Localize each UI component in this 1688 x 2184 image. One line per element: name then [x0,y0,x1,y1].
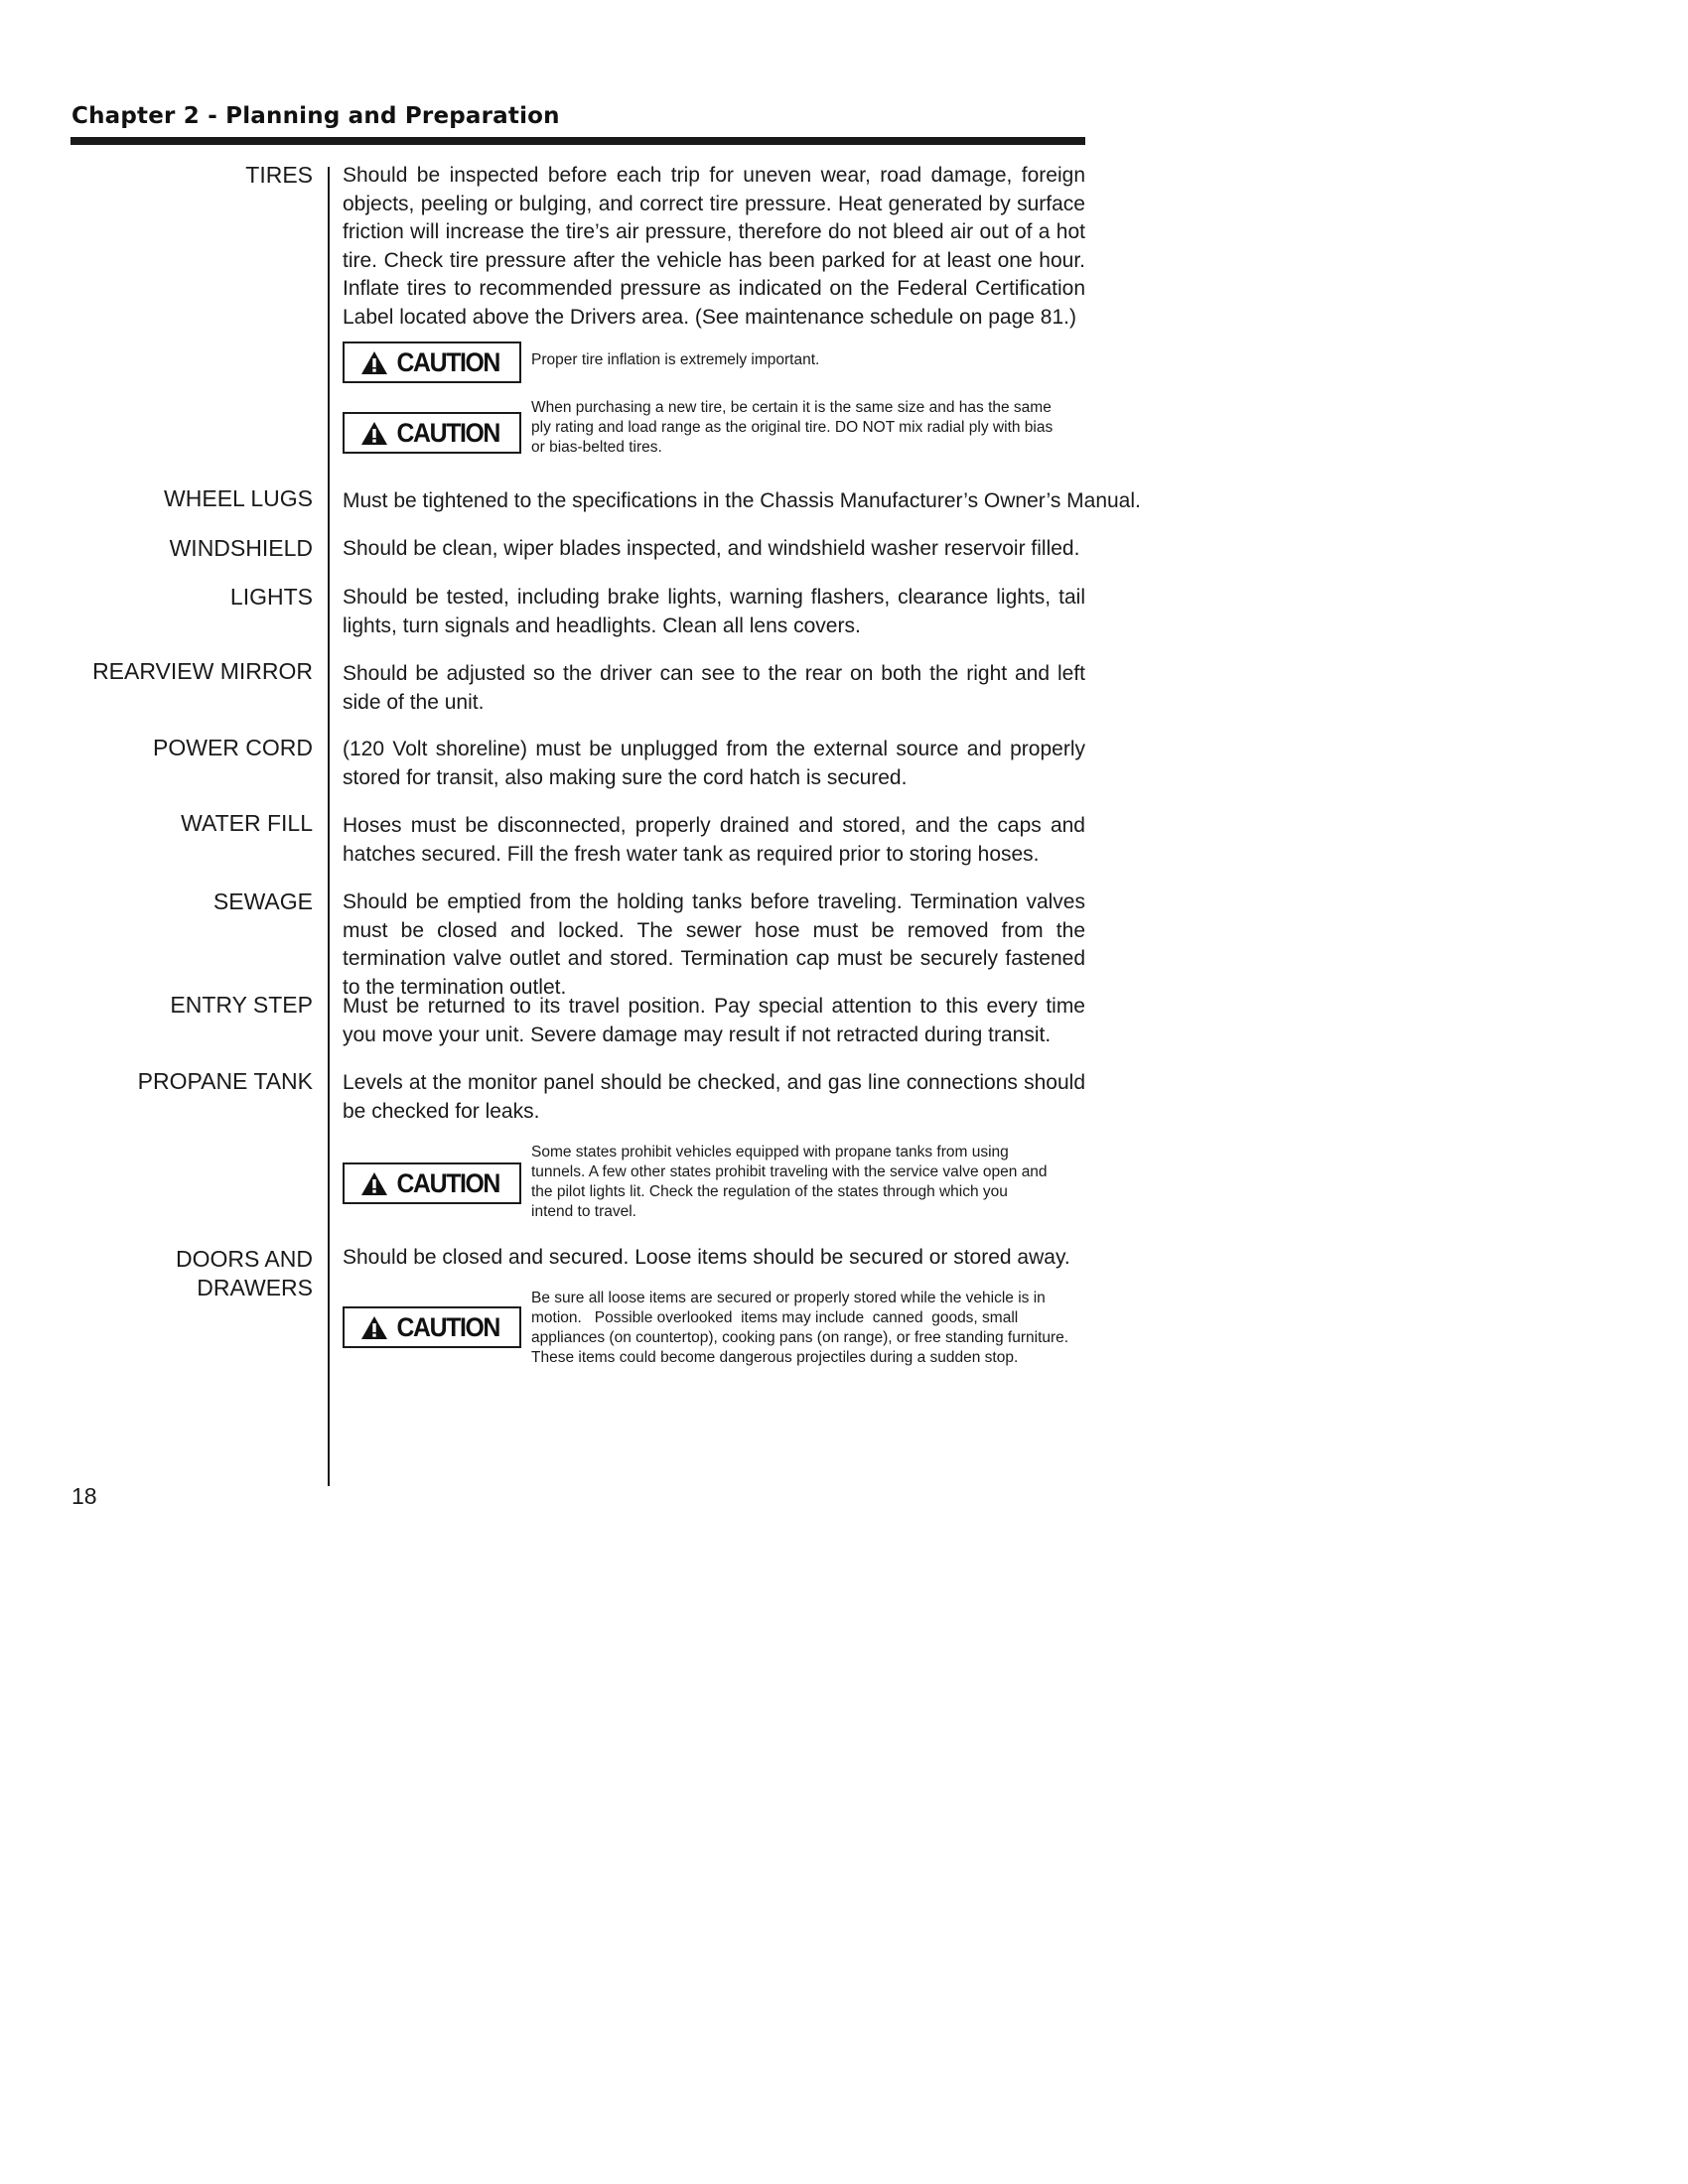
caution-badge [343,412,521,454]
text-wheel-lugs: Must be tightened to the specifications in the Chassis Manufacturer’s Owner’s Manual. [343,489,1141,512]
warning-triangle-icon [360,1171,388,1196]
title-rule [70,137,1085,145]
warning-triangle-icon [360,350,388,375]
text-power-cord: (120 Volt shoreline) must be unplugged from the external source and properly stored for transit, also making sure the cord hatch is secured. [343,738,1085,789]
page-number: 18 [71,1483,97,1509]
label-rearview-mirror: REARVIEW MIRROR [92,658,313,684]
text-rearview-mirror: Should be adjusted so the driver can see to the rear on both the right and left side of the unit. [343,662,1085,714]
chapter-title: Chapter 2 - Planning and Preparation [71,103,560,129]
label-lights: LIGHTS [229,584,313,610]
warning-triangle-icon [360,1315,388,1340]
label-power-cord: POWER CORD [153,735,313,760]
label-windshield: WINDSHIELD [169,535,313,561]
text-entry-step: Must be returned to its travel position. Pay special attention to this every time you move your unit. Severe damage may result if not retracted during transit. [343,995,1085,1046]
caution-word: CAUTION [396,1311,499,1342]
label-wheel-lugs: WHEEL LUGS [164,485,313,511]
text-sewage: Should be emptied from the holding tanks before traveling. Termination valves must be closed and locked. The sewer hose must be removed from the termination valve outlet and stored. Termination cap must be securely fastened to the termination outlet. [343,890,1085,999]
text-doors-and-drawers: Should be closed and secured. Loose items should be secured or stored away. [343,1246,1070,1269]
label-water-fill: WATER FILL [181,810,313,836]
caution-word: CAUTION [396,346,499,377]
text-windshield: Should be clean, wiper blades inspected, and windshield washer reservoir filled. [343,537,1080,560]
warning-triangle-icon [360,421,388,446]
label-doors-and-drawers: DOORS AND DRAWERS [175,1246,313,1300]
column-divider [328,167,330,1486]
label-entry-step: ENTRY STEP [170,992,313,1018]
caution-text-loose-items: Be sure all loose items are secured or properly stored while the vehicle is in motion. Possible overlooked items may include canned goods, small appliances (on countertop), cooking pans (on range), or free standing furniture. These items could become dangerous projectiles during a sudden stop. [531,1290,1073,1366]
text-water-fill: Hoses must be disconnected, properly drained and stored, and the caps and hatches secured. Fill the fresh water tank as required prior to storing hoses. [343,814,1085,866]
caution-text-new-tire: When purchasing a new tire, be certain it is the same size and has the same ply rating and load range as the original tire. DO NOT mix radial ply with bias or bias-belted tires. [531,399,1054,456]
text-tires: Should be inspected before each trip for uneven wear, road damage, foreign objects, peeling or bulging, and correct tire pressure. Heat generated by surface friction will increase the tire’s air pressure, therefore do not bleed air out of a hot tire. Check tire pressure after the vehicle has been parked for at least one hour. Inflate tires to recommended pressure as indicated on the Federal Certification Label located above the Drivers area. (See maintenance schedule on page 81.) [343,164,1085,329]
caution-text-tire-inflation: Proper tire inflation is extremely important. [531,351,820,368]
caution-badge [343,1306,521,1348]
label-tires: TIRES [245,162,313,188]
caution-word: CAUTION [396,1167,499,1198]
caution-text-propane: Some states prohibit vehicles equipped with propane tanks from using tunnels. A few other states prohibit traveling with the service valve open and the pilot lights lit. Check the regulation of the states through which you intend to travel. [531,1144,1048,1220]
caution-word: CAUTION [396,417,499,448]
text-lights: Should be tested, including brake lights, warning flashers, clearance lights, tail lights, turn signals and headlights. Clean all lens covers. [343,586,1085,637]
caution-badge [343,1162,521,1204]
label-sewage: SEWAGE [212,888,313,914]
label-propane-tank: PROPANE TANK [137,1068,313,1094]
text-propane-tank: Levels at the monitor panel should be checked, and gas line connections should be checked for leaks. [343,1071,1085,1123]
caution-badge [343,341,521,383]
